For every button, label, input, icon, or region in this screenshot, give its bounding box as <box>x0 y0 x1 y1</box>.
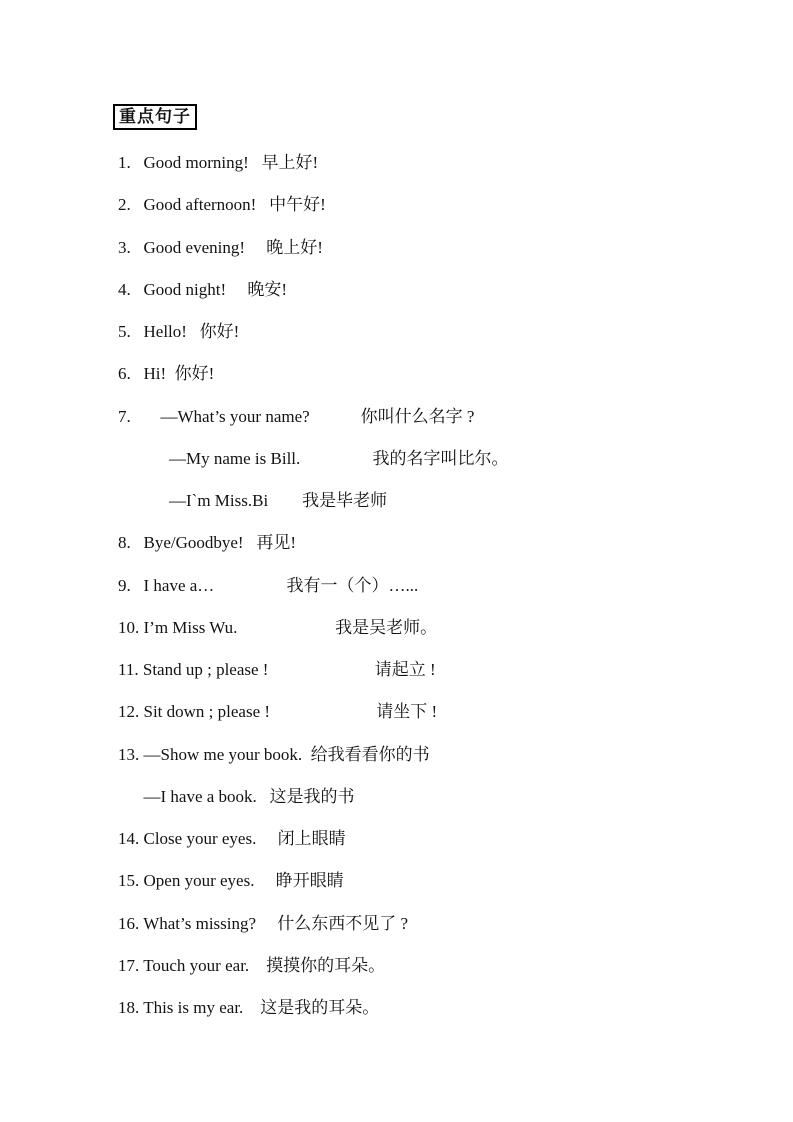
sentence-line: —I have a book. 这是我的书 <box>118 786 355 806</box>
sentence-line: 4. Good night! 晚安! <box>118 279 288 299</box>
sentence-line: 6. Hi! 你好! <box>118 364 215 384</box>
sentence-line: 13. —Show me your book. 给我看看你的书 <box>118 744 430 764</box>
sentence-line: 14. Close your eyes. 闭上眼睛 <box>118 829 346 848</box>
sentence-line: 3. Good evening! 晚上好! <box>118 237 323 257</box>
sentence-list <box>118 142 793 1029</box>
sentence-line: 9. I have a… 我有一（个）…... <box>118 575 419 595</box>
sentence-line: 15. Open your eyes. 睁开眼睛 <box>118 871 344 891</box>
sentence-line: 16. What’s missing? 什么东西不见了 ? <box>118 913 409 933</box>
sentence-line: 7. —What’s your name? 你叫什么名字 ? <box>118 406 475 426</box>
sentence-line: 5. Hello! 你好! <box>118 322 240 341</box>
sentence-line: 2. Good afternoon! 中午好! <box>118 195 326 215</box>
sentence-line: 17. Touch your ear. 摸摸你的耳朵。 <box>118 955 386 975</box>
sentence-line: 18. This is my ear. 这是我的耳朵。 <box>118 998 380 1017</box>
sentence-line: 10. I’m Miss Wu. 我是吴老师。 <box>118 617 438 637</box>
sentence-line: —I`m Miss.Bi 我是毕老师 <box>118 491 388 510</box>
sentence-line: 8. Bye/Goodbye! 再见! <box>118 533 297 553</box>
sentence-line: 1. Good morning! 早上好! <box>118 153 319 172</box>
sentence-line: —My name is Bill. 我的名字叫比尔。 <box>118 448 509 468</box>
sentence-line: 12. Sit down ; please ! 请坐下 ! <box>118 702 438 722</box>
section-title: 重点句子 <box>113 104 197 130</box>
sentence-line: 11. Stand up ; please ! 请起立 ! <box>118 660 436 679</box>
